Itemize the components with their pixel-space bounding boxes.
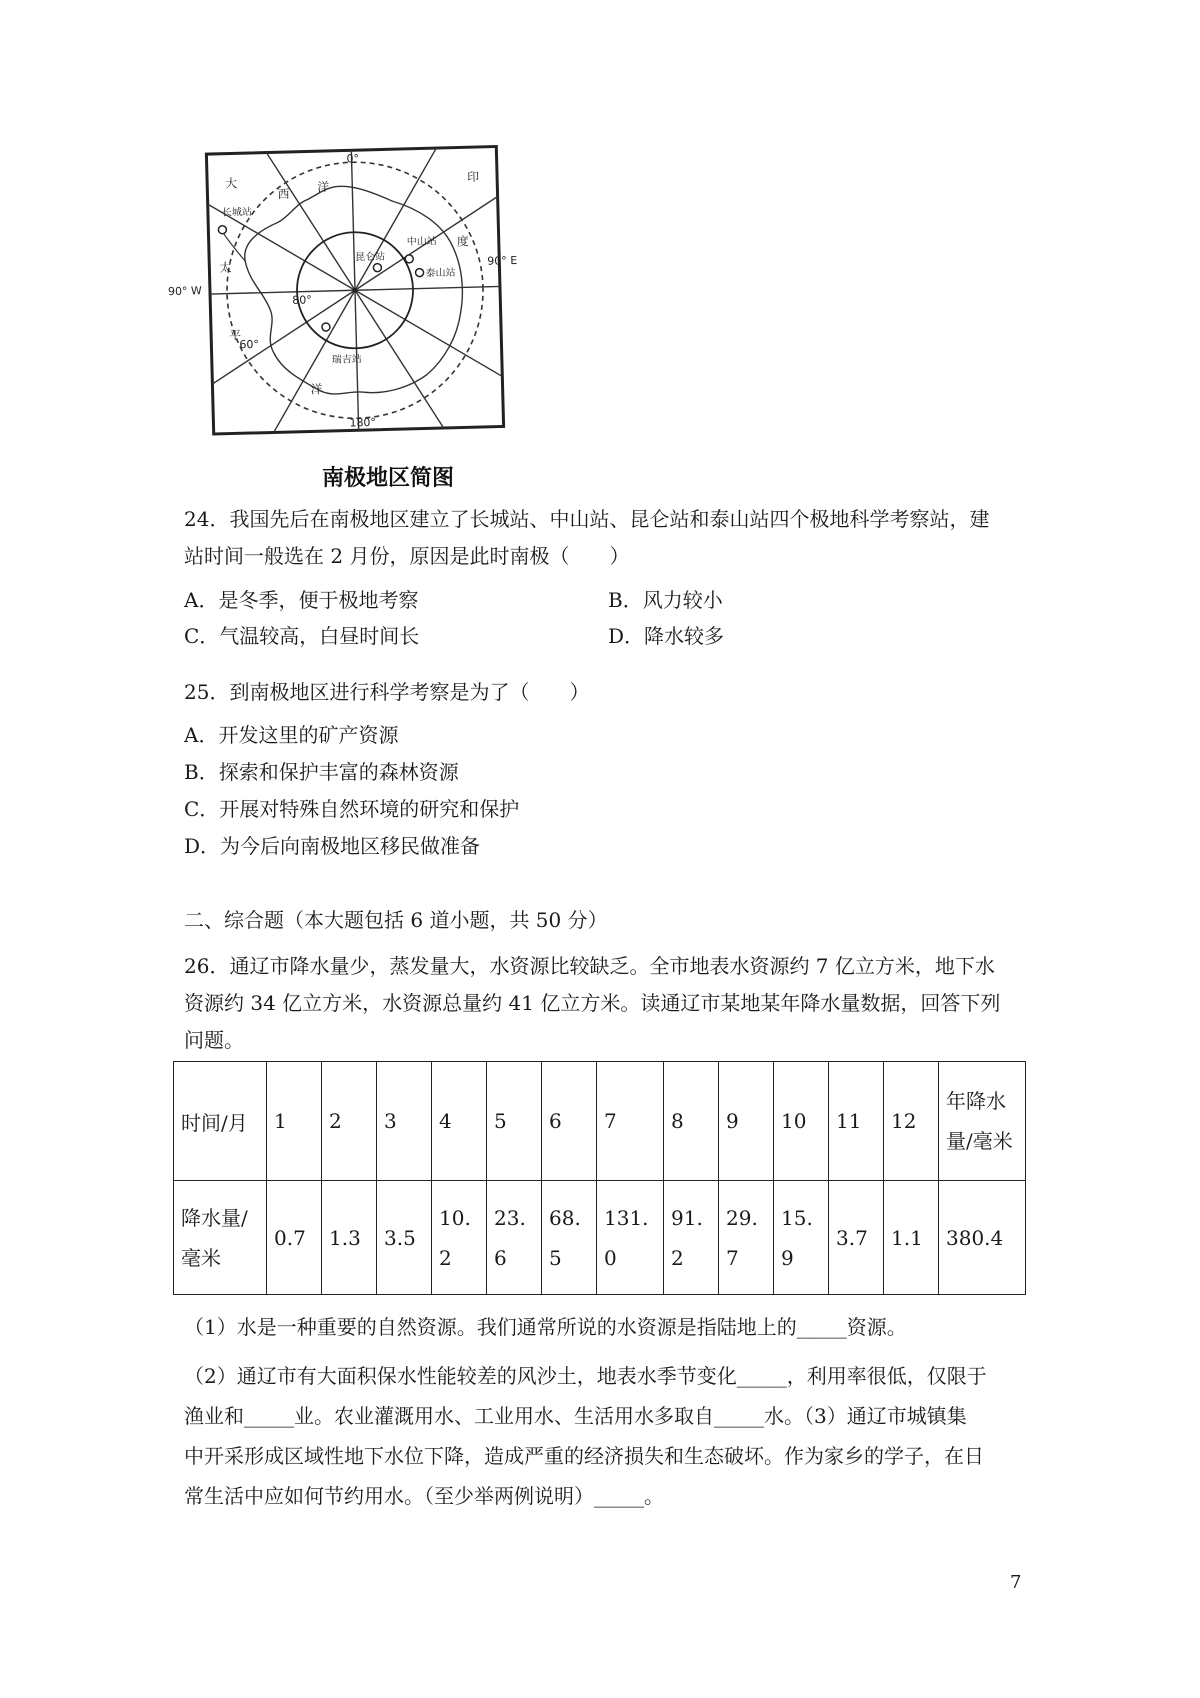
header-label-cell: 时间/月	[174, 1062, 267, 1181]
page-number: 7	[1010, 1572, 1022, 1593]
value-cell: 0.7	[267, 1181, 322, 1295]
station-taishan-marker	[415, 268, 423, 276]
annual-header-cell: 年降水量/毫米	[939, 1062, 1026, 1181]
label-atlantic-1: 大	[224, 176, 238, 191]
month-cell: 6	[542, 1062, 597, 1181]
month-cell: 7	[597, 1062, 664, 1181]
meridian-0	[351, 150, 355, 290]
meridian-90e	[355, 286, 500, 290]
q26-sub2-line4: 常生活中应如何节约用水。（至少举两例说明）_____。	[184, 1484, 664, 1508]
month-cell: 1	[267, 1062, 322, 1181]
label-pacific-2: 平	[228, 328, 242, 343]
label-atlantic-3: 洋	[317, 179, 330, 195]
label-station-dome: 瑞吉站	[331, 354, 362, 366]
month-cell: 2	[322, 1062, 377, 1181]
label-atlantic-2: 西	[277, 186, 290, 202]
month-cell: 8	[664, 1062, 719, 1181]
label-pacific-1: 太	[219, 260, 232, 275]
station-zhongshan-marker	[405, 255, 413, 263]
meridian-90w	[210, 290, 355, 294]
value-cell: 3.7	[829, 1181, 884, 1295]
q26-sub2-line3: 中开采形成区域性地下水位下降，造成严重的经济损失和生态破坏。作为家乡的学子，在日	[184, 1444, 984, 1468]
antarctic-map-svg	[167, 140, 550, 491]
q24-stem-line2: 站时间一般选在 2 月份，原因是此时南极（ ）	[184, 544, 630, 568]
value-cell: 23.6	[487, 1181, 542, 1295]
row-label-cell: 降水量/毫米	[174, 1181, 267, 1295]
annual-value-cell: 380.4	[939, 1181, 1026, 1295]
value-cell: 1.3	[322, 1181, 377, 1295]
q26-line2: 资源约 34 亿立方米，水资源总量约 41 亿立方米。读通辽市某地某年降水量数据，回答下列	[184, 991, 1001, 1015]
section2-heading: 二、综合题（本大题包括 6 道小题，共 50 分）	[184, 908, 608, 932]
label-lat-80: 80°	[292, 293, 312, 307]
q25-option-b: B．探索和保护丰富的森林资源	[184, 760, 459, 784]
q26-sub2-line2: 渔业和_____业。农业灌溉用水、工业用水、生活用水多取自_____水。（3）通辽市城镇集	[184, 1404, 967, 1428]
q25-option-a: A．开发这里的矿产资源	[184, 723, 399, 747]
month-cell: 5	[487, 1062, 542, 1181]
value-cell: 29.7	[719, 1181, 774, 1295]
month-cell: 12	[884, 1062, 939, 1181]
label-station-kunlun: 昆仑站	[355, 251, 386, 264]
q24-option-d: D．降水较多	[608, 624, 725, 648]
q26-line3: 问题。	[184, 1028, 244, 1052]
q24-option-a: A．是冬季，便于极地考察	[184, 588, 419, 612]
q24-option-c: C．气温较高，白昼时间长	[184, 624, 420, 648]
antarctic-map-figure	[167, 140, 550, 491]
label-indian-2: 度	[456, 234, 469, 249]
q25-stem: 25．到南极地区进行科学考察是为了（ ）	[184, 680, 590, 704]
station-dome-marker	[322, 323, 330, 331]
value-cell: 10.2	[432, 1181, 487, 1295]
value-cell: 3.5	[377, 1181, 432, 1295]
value-cell: 1.1	[884, 1181, 939, 1295]
label-station-taishan: 泰山站	[425, 267, 456, 280]
label-station-changcheng: 长城站	[221, 206, 253, 219]
q25-option-c: C．开展对特殊自然环境的研究和保护	[184, 797, 520, 821]
value-cell: 131.0	[597, 1181, 664, 1295]
month-cell: 11	[829, 1062, 884, 1181]
precipitation-table	[173, 1061, 1026, 1295]
value-cell: 68.5	[542, 1181, 597, 1295]
label-lon-top: 0°	[346, 152, 360, 166]
q26-sub1: （1）水是一种重要的自然资源。我们通常所说的水资源是指陆地上的_____资源。	[184, 1315, 907, 1339]
label-indian-1: 印	[466, 169, 480, 185]
value-cell: 91.2	[664, 1181, 719, 1295]
q24-stem-line1: 24．我国先后在南极地区建立了长城站、中山站、昆仑站和泰山站四个极地科学考察站，建	[184, 507, 990, 531]
label-pacific-3: 洋	[310, 382, 323, 397]
label-lon-bottom: 180°	[349, 415, 377, 430]
label-lon-left: 90° W	[167, 284, 203, 299]
month-cell: 9	[719, 1062, 774, 1181]
map-caption: 南极地区简图	[322, 466, 455, 491]
antarctic-peninsula	[222, 231, 245, 262]
month-cell: 3	[377, 1062, 432, 1181]
table-value-row	[174, 1181, 1026, 1295]
station-changcheng-marker	[218, 226, 226, 234]
month-cell: 4	[432, 1062, 487, 1181]
q24-option-b: B．风力较小	[608, 588, 723, 612]
value-cell: 15.9	[774, 1181, 829, 1295]
meridian-150e	[355, 288, 444, 430]
label-lat-60: 60°	[239, 337, 260, 352]
q26-sub2-line1: （2）通辽市有大面积保水性能较差的风沙土，地表水季节变化_____，利用率很低，仅限于	[184, 1364, 987, 1388]
q25-option-d: D．为今后向南极地区移民做准备	[184, 834, 481, 858]
month-cell: 10	[774, 1062, 829, 1181]
table-header-row	[174, 1062, 1026, 1181]
label-lon-right: 90° E	[487, 254, 518, 268]
label-station-zhongshan: 中山站	[406, 236, 437, 248]
q26-line1: 26．通辽市降水量少，蒸发量大，水资源比较缺乏。全市地表水资源约 7 亿立方米，地下水	[184, 954, 995, 978]
station-kunlun-marker	[373, 264, 381, 272]
meridian-120e	[355, 286, 502, 380]
